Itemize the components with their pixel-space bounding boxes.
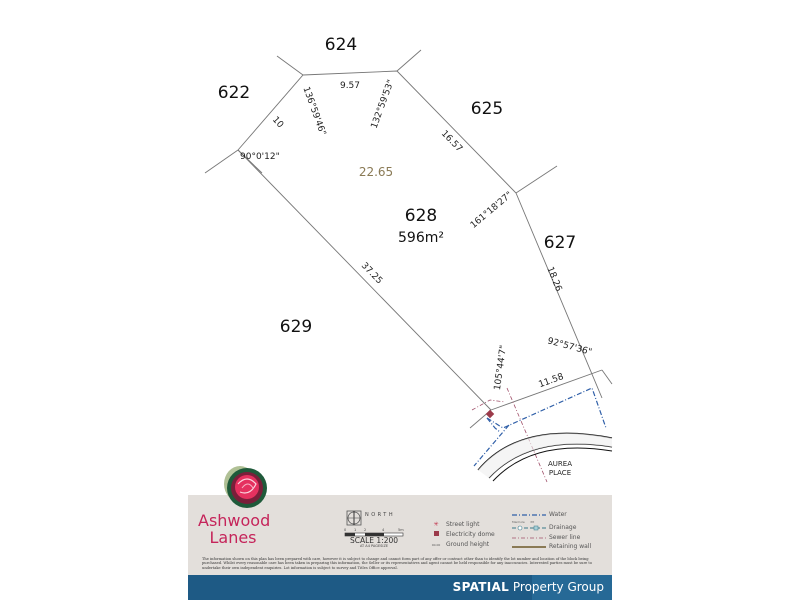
north-label: NORTH	[365, 512, 396, 518]
scale-tick: 0	[344, 528, 347, 532]
electricity-dome-icon	[430, 531, 442, 538]
scale-tick: 1	[354, 528, 357, 532]
brand-bar	[188, 575, 612, 600]
brand-rest: Property Group	[512, 580, 604, 594]
angle-132-59-53: 132°59'53"	[369, 78, 397, 131]
legend-label: Drainage	[549, 524, 577, 531]
dim-37-25: 37.25	[358, 260, 384, 287]
ashwood-lanes-logo-icon	[220, 462, 270, 512]
lot-622-label: 622	[217, 83, 251, 103]
brand-bold: SPATIAL	[452, 580, 510, 594]
scale-tick: 5m	[398, 528, 404, 532]
angle-105-44-7: 105°44'7"	[492, 344, 510, 391]
lot-625-label: 625	[470, 99, 504, 119]
legend-label: Street light	[446, 521, 480, 528]
scale-tick: 4	[382, 528, 385, 532]
legend-water	[512, 511, 567, 518]
legend-label: Sewer line	[549, 534, 581, 541]
legend-label: Ground height	[446, 541, 490, 548]
drainage-icon	[512, 525, 546, 531]
street-name-line1: AUREA	[548, 460, 572, 468]
scale-tick: 2	[364, 528, 367, 532]
legend-sewer	[512, 534, 580, 541]
manhole-label: Manhole	[512, 520, 525, 524]
dim-16-57: 16.57	[438, 128, 464, 155]
dim-11-58: 11.58	[537, 372, 566, 391]
legend-retaining-wall	[512, 543, 591, 550]
angle-136-59-46: 136°59'46"	[300, 85, 328, 138]
lot-628-number: 628	[404, 206, 438, 226]
electricity-dome-marker	[486, 410, 494, 418]
dim-10: 10	[269, 115, 286, 131]
pit-label: Pit	[530, 520, 535, 524]
disclaimer-text: The information shown on this plan has been prepared with care, however it is subject to change and cannot form part of any offer or contract other than to identify the lot number and location of the block being purchased. Whilst every reasonable care has been taken in preparing this information, the Seller or its representatives and agent cannot be held responsible for any inaccuracies. Interested parties must be sure to undertake their own independent enquiries. Lot information is subject to survey and Titles Office approval.	[202, 557, 593, 570]
lot-depth: 22.65	[358, 165, 394, 179]
retaining-wall-icon	[512, 545, 546, 549]
legend-drainage	[512, 524, 576, 531]
lot-629-label: 629	[279, 317, 313, 337]
scale-label: SCALE 1:200	[349, 536, 399, 545]
street-name-line2: PLACE	[548, 469, 572, 477]
sewer-line-icon	[512, 536, 546, 540]
north-arrow-icon	[346, 510, 362, 526]
ground-height-icon: 00.00	[431, 543, 441, 547]
lot-627-label: 627	[543, 233, 577, 253]
water-line-icon	[512, 513, 546, 517]
street-light-icon: ✳	[433, 521, 439, 528]
lot-624-label: 624	[324, 35, 358, 55]
ashwood-lanes-wordmark	[198, 511, 271, 547]
angle-90-0-12: 90°0'12"	[240, 152, 280, 162]
scale-sub-label: AT A4 PAGESIZE	[359, 544, 389, 548]
dim-9-57: 9.57	[339, 81, 361, 91]
legend-drainage-sublabels	[512, 520, 534, 524]
street-verge	[478, 433, 612, 478]
legend-ground-height	[430, 541, 489, 548]
legend-electricity-dome	[430, 531, 495, 538]
lot-628-area: 596m²	[398, 230, 444, 246]
legend-label: Water	[549, 511, 567, 518]
legend-label: Electricity dome	[446, 531, 495, 538]
logo-line1: Ashwood	[198, 511, 271, 530]
dim-18-26: 18.26	[544, 265, 564, 294]
angle-161-18-27: 161°18'27"	[468, 190, 515, 231]
angle-92-57-36: 92°57'36"	[546, 336, 593, 358]
legend-label: Retaining wall	[549, 543, 592, 550]
logo-line2: Lanes	[209, 528, 257, 547]
legend-street-light	[430, 521, 479, 528]
spatial-property-group-brand	[453, 580, 604, 594]
